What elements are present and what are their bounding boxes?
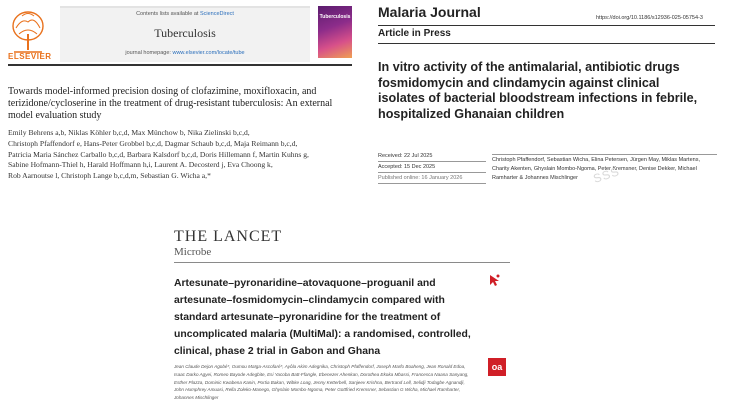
tuberculosis-article-header: [0, 0, 355, 205]
author-line: Rob Aarnoutse l, Christoph Lange b,c,d,m, Sebastian G. Wicha a,*: [8, 171, 211, 181]
journal-name: Malaria Journal: [378, 4, 481, 20]
author-line: Sabine Hofmann-Thiel h, Harald Hoffmann h,i, Laurent A. Decosterd j, Eva Choong k,: [8, 160, 273, 170]
doi-link[interactable]: https://doi.org/10.1186/s12936-025-05754-3: [596, 15, 703, 21]
author-line: Christoph Pfaffendorf e, Hans-Peter Grobbel b,c,d, Dagmar Schaub b,c,d, Maja Reimann b,c,d,: [8, 138, 298, 148]
elsevier-wordmark: ELSEVIER: [8, 52, 52, 61]
author-line: Patricia Maria Sánchez Carballo b,c,d, Barbara Kalsdorf b,c,d, Doris Hillemann f, Martin Kuhns g,: [8, 149, 309, 159]
contents-line: [60, 11, 310, 17]
article-status: Article in Press: [378, 28, 451, 39]
header-divider: [174, 262, 510, 263]
header-divider: [8, 64, 352, 66]
header-divider: [378, 25, 715, 26]
received-date: Received: 22 Jul 2025: [378, 153, 486, 162]
lancet-microbe-article-header: [170, 218, 515, 414]
author-list: [8, 128, 348, 182]
elsevier-tree-logo-icon: [8, 8, 48, 58]
contents-prefix: Contents lists available at: [136, 11, 200, 17]
homepage-line: [60, 50, 310, 56]
journal-subtitle: Microbe: [174, 246, 212, 258]
status-divider: [378, 43, 715, 44]
sciencedirect-link[interactable]: ScienceDirect: [199, 11, 234, 17]
article-title: Artesunate–pyronaridine–atovaquone–proguanil and artesunate–fosmidomycin–clindamycin compared with standard artesunate–pyronaridine for the treatment of uncomplicated malaria (MultiMal): a randomised, controlled, clinical, phase 2 trial in Gabon and Ghana: [174, 278, 471, 357]
cursor-icon: [487, 273, 501, 287]
author-line: Charity Akenten, Ghyslain Mombo-Ngoma, Peter Kremsner, Denise Dekker, Michael: [492, 166, 697, 172]
journal-cover-image: [318, 6, 352, 58]
journal-name: Tuberculosis: [154, 26, 216, 40]
article-title: Towards model-informed precision dosing of clofazimine, moxifloxacin, and terizidone/cycloserine in the treatment of drug-resistant tuberculosis: An external model evaluation study: [8, 86, 333, 121]
journal-masthead: THE LANCET: [174, 228, 283, 245]
published-date: Published online: 16 January 2026: [378, 175, 486, 184]
author-list: Jean Claude Dejon Agobé*, Oumou Maïga-Ascofaré*, Ayôla Akim Adegnika, Christoph Pfaffendorf, Joseph Marfo Boaheng, Jean Ronald Edoa, Isaac Darko Agyei, Romeo Bayode Adegbite, Esi Yacoba Batt-Ffangle, Ebenezer Ahenkan, Dorothea Ekoka Mbassi, Francesca Naana Sanyang, Esther Plazza, Dominic Kwabena Kanin, Portia Bakan, Wibke Loag, Jenny Ketterbell, Sanjeev Krishna, Bertrand Lell, Selidji Todagbe Agnandji, John Humphrey Amuasi, Rella Zoleko-Manego, Ghyslain Mombo-Ngoma, Peter Gottfried Kremsner, Sebastian G Wicha, Michael Ramharter, Johannes Mischlinger: [174, 364, 469, 401]
malaria-journal-article-header: [378, 0, 733, 205]
open-access-badge: oa: [488, 358, 506, 376]
author-line: Ramharter & Johannes Mischlinger: [492, 175, 578, 181]
article-title: In vitro activity of the antimalarial, antibiotic drugs fosmidomycin and clindamycin against clinical isolates of bacterial bloodstream infections in febrile, hospitalized Ghanaian children: [378, 60, 698, 121]
homepage-prefix: journal homepage:: [125, 50, 173, 56]
watermark: SSS: [591, 164, 622, 186]
homepage-link[interactable]: www.elsevier.com/locate/tube: [172, 50, 245, 56]
accepted-date: Accepted: 15 Dec 2025: [378, 164, 486, 173]
journal-header-box: [60, 6, 310, 62]
author-line: Christoph Pfaffendorf, Sebastian Wicha, Elina Petersen, Jürgen May, Miklas Martens,: [492, 157, 700, 163]
cover-title: Tuberculosis: [319, 14, 351, 20]
author-line: Emily Behrens a,b, Niklas Köhler b,c,d, Max Münchow b, Nika Zielinski b,c,d,: [8, 128, 250, 137]
